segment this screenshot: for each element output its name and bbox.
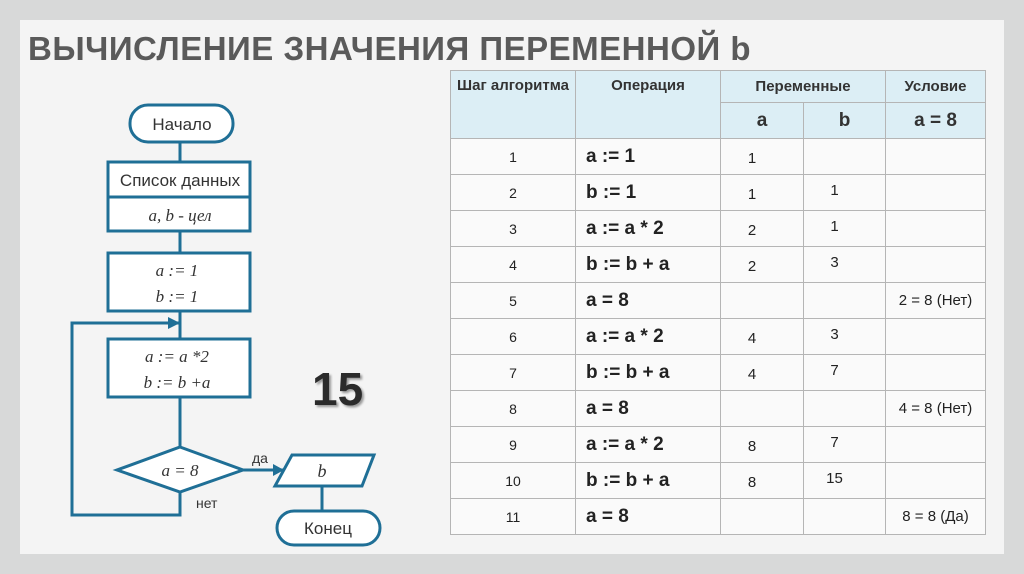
var-b-cell: 3 — [804, 247, 886, 283]
var-b-cell: 7 — [804, 355, 886, 391]
var-a-cell — [721, 283, 804, 319]
var-b-cell: 15 — [804, 463, 886, 499]
output-label: b — [317, 461, 327, 481]
condition-cell — [886, 139, 986, 175]
arrow-head-loop — [168, 317, 180, 329]
table-row — [451, 499, 986, 535]
var-b-cell — [804, 139, 886, 175]
operation-cell: b := b + a — [576, 463, 721, 499]
step-cell: 2 — [451, 175, 576, 211]
init-line-2: b := 1 — [155, 287, 199, 306]
data-list-vars: a, b - цел — [148, 206, 212, 225]
operation-cell: b := b + a — [576, 355, 721, 391]
header-var-a: a — [721, 103, 804, 139]
no-label: нет — [196, 495, 218, 511]
table-row — [451, 211, 986, 247]
var-b-cell: 3 — [804, 319, 886, 355]
table-row — [451, 391, 986, 427]
operation-cell: a = 8 — [576, 499, 721, 535]
condition-cell — [886, 211, 986, 247]
step-cell: 6 — [451, 319, 576, 355]
condition-cell: 8 = 8 (Да) — [886, 499, 986, 535]
condition-cell — [886, 355, 986, 391]
table-row — [451, 247, 986, 283]
var-a-cell: 8 — [721, 427, 804, 463]
step-cell: 4 — [451, 247, 576, 283]
header-condition: Условие — [886, 71, 986, 103]
step-cell: 3 — [451, 211, 576, 247]
operation-cell: a := a * 2 — [576, 427, 721, 463]
var-b-cell — [804, 283, 886, 319]
step-cell: 5 — [451, 283, 576, 319]
var-a-cell — [721, 391, 804, 427]
step-cell: 10 — [451, 463, 576, 499]
condition-cell — [886, 175, 986, 211]
var-a-cell: 2 — [721, 247, 804, 283]
init-line-1: a := 1 — [155, 261, 199, 280]
yes-label: да — [252, 450, 268, 466]
operation-cell: b := b + a — [576, 247, 721, 283]
var-b-cell — [804, 391, 886, 427]
condition-label: a = 8 — [161, 461, 199, 480]
header-variables: Переменные — [721, 71, 886, 103]
table-row — [451, 175, 986, 211]
operation-cell: a = 8 — [576, 283, 721, 319]
table-row — [451, 355, 986, 391]
var-a-cell — [721, 499, 804, 535]
condition-cell — [886, 427, 986, 463]
condition-cell: 4 = 8 (Нет) — [886, 391, 986, 427]
var-b-cell: 1 — [804, 211, 886, 247]
header-operation: Операция — [576, 71, 721, 139]
step-cell: 8 — [451, 391, 576, 427]
end-label: Конец — [304, 519, 352, 538]
slide-title: ВЫЧИСЛЕНИЕ ЗНАЧЕНИЯ ПЕРЕМЕННОЙ b — [28, 30, 752, 67]
start-label: Начало — [152, 115, 212, 134]
operation-cell: a := a * 2 — [576, 211, 721, 247]
step-cell: 1 — [451, 139, 576, 175]
header-var-b: b — [804, 103, 886, 139]
header-step: Шаг алгоритма — [451, 71, 576, 139]
step-cell: 7 — [451, 355, 576, 391]
table-row — [451, 319, 986, 355]
step-cell: 11 — [451, 499, 576, 535]
var-a-cell: 8 — [721, 463, 804, 499]
data-list-title: Список данных — [119, 171, 241, 190]
table-row — [451, 139, 986, 175]
var-a-cell: 2 — [721, 211, 804, 247]
condition-cell — [886, 319, 986, 355]
var-b-cell — [804, 499, 886, 535]
operation-cell: a := 1 — [576, 139, 721, 175]
var-b-cell: 1 — [804, 175, 886, 211]
result-value: 15 — [312, 363, 364, 415]
var-b-cell: 7 — [804, 427, 886, 463]
table-row — [451, 463, 986, 499]
var-a-cell: 1 — [721, 175, 804, 211]
var-a-cell: 4 — [721, 355, 804, 391]
condition-cell — [886, 247, 986, 283]
var-a-cell: 4 — [721, 319, 804, 355]
operation-cell: a := a * 2 — [576, 319, 721, 355]
operation-cell: b := 1 — [576, 175, 721, 211]
header-condition-expr: a = 8 — [886, 103, 986, 139]
step-cell: 9 — [451, 427, 576, 463]
table-row — [451, 283, 986, 319]
loop-line-1: a := a *2 — [145, 347, 209, 366]
operation-cell: a = 8 — [576, 391, 721, 427]
var-a-cell: 1 — [721, 139, 804, 175]
trace-table — [450, 70, 986, 535]
loop-line-2: b := b +a — [143, 373, 211, 392]
condition-cell — [886, 463, 986, 499]
condition-cell: 2 = 8 (Нет) — [886, 283, 986, 319]
table-row — [451, 427, 986, 463]
